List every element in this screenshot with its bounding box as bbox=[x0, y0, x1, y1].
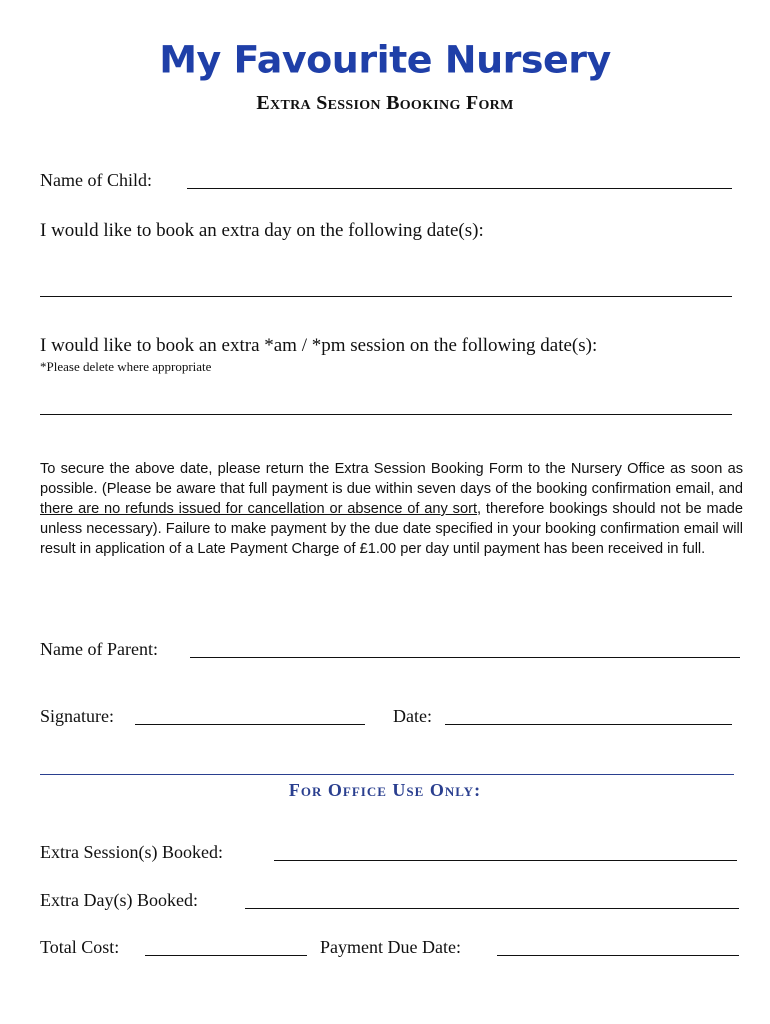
signature-label: Signature: bbox=[40, 706, 114, 726]
nursery-logo-text: My Favourite Nursery bbox=[159, 38, 611, 82]
sessions-booked-field[interactable] bbox=[274, 860, 737, 861]
no-refunds-text: there are no refunds issued for cancellation or absence of any sort bbox=[40, 501, 478, 517]
terms-text-part1: To secure the above date, please return the Extra Session Booking Form to the Nursery Office as soon as possible. (Please be aware that full payment is due within seven days of the booking confirmation email, and bbox=[40, 461, 743, 497]
sessions-booked-label: Extra Session(s) Booked: bbox=[40, 842, 223, 862]
days-booked-label: Extra Day(s) Booked: bbox=[40, 890, 198, 910]
parent-name-field[interactable] bbox=[190, 657, 740, 658]
payment-due-field[interactable] bbox=[497, 955, 739, 956]
extra-session-dates-field[interactable] bbox=[40, 414, 732, 415]
office-use-heading: For Office Use Only: bbox=[288, 780, 482, 800]
parent-name-label: Name of Parent: bbox=[40, 639, 158, 659]
delete-note: *Please delete where appropriate bbox=[40, 359, 212, 374]
child-name-field[interactable] bbox=[187, 188, 732, 189]
date-field[interactable] bbox=[445, 724, 732, 725]
terms-paragraph bbox=[40, 459, 743, 559]
signature-field[interactable] bbox=[135, 724, 365, 725]
date-label: Date: bbox=[393, 706, 432, 726]
office-divider bbox=[40, 774, 734, 775]
extra-session-label: I would like to book an extra *am / *pm session on the following date(s): bbox=[40, 335, 598, 356]
days-booked-field[interactable] bbox=[245, 908, 739, 909]
child-name-label: Name of Child: bbox=[40, 170, 152, 190]
form-title: Extra Session Booking Form bbox=[256, 92, 514, 114]
extra-day-label: I would like to book an extra day on the following date(s): bbox=[40, 220, 484, 241]
total-cost-label: Total Cost: bbox=[40, 937, 120, 957]
payment-due-label: Payment Due Date: bbox=[320, 937, 461, 957]
total-cost-field[interactable] bbox=[145, 955, 307, 956]
terms-text-part2: , therefore bookings should not be made unless necessary). Failure to make payment by the due date specified in your booking confirmation email will result in application of a Late Payment Charge of £1.00 per day until payment has been received in full. bbox=[40, 501, 743, 557]
extra-day-dates-field[interactable] bbox=[40, 296, 732, 297]
